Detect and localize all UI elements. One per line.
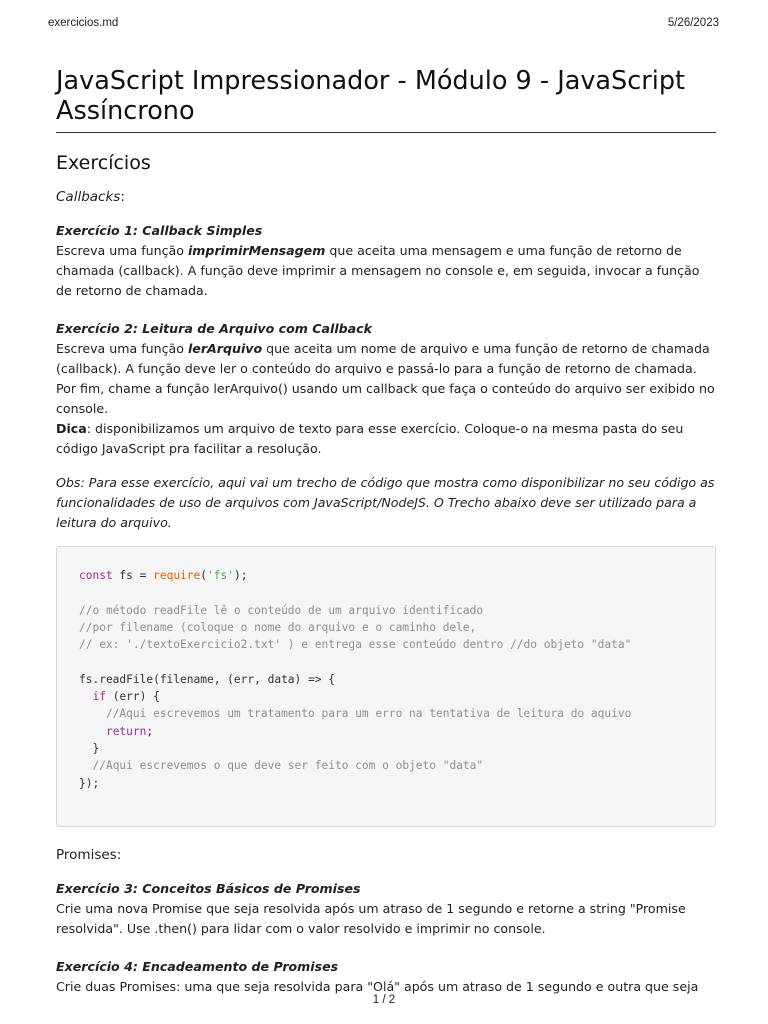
- header-filename: exercicios.md: [48, 17, 119, 29]
- code-text: );: [233, 569, 248, 582]
- exercise-2-function-name: lerArquivo: [187, 341, 263, 356]
- code-keyword: if: [92, 690, 106, 704]
- document-content: [56, 66, 716, 997]
- exercise-1-function-name: imprimirMensagem: [187, 243, 326, 258]
- code-text: ;: [146, 724, 154, 738]
- callbacks-heading-text: Callbacks: [56, 189, 121, 205]
- header-date: 5/26/2023: [667, 17, 719, 29]
- code-comment: // ex: './textoExercicio2.txt' ) e entrega esse conteúdo dentro //do objeto "data": [79, 638, 632, 652]
- callbacks-heading-colon: :: [120, 189, 125, 205]
- code-text: fs =: [112, 569, 154, 582]
- exercise-4-title: Exercício 4: Encadeamento de Promises: [56, 958, 339, 974]
- code-block: [56, 546, 716, 827]
- code-text: (: [200, 569, 208, 582]
- exercise-1-text-post: que aceita uma mensagem e uma função de retorno de chamada (callback). A função deve imprimir a mensagem no console e, em seguida, invocar a função de retorno de chamada.: [56, 243, 700, 298]
- code-text: (err) {: [105, 690, 160, 704]
- exercise-2-text-post: que aceita um nome de arquivo e uma função de retorno de chamada (callback). A função deve ler o conteúdo do arquivo e passá-lo para a função de retorno de chamada. Por fim, chame a função lerArquivo() usando um callback que faça o conteúdo do arquivo ser exibido no console.: [56, 341, 715, 416]
- code-text: fs.readFile(filename, (err, data) => {: [79, 672, 335, 686]
- exercise-3-title: Exercício 3: Conceitos Básicos de Promises: [56, 880, 361, 896]
- code-function: require: [153, 569, 201, 582]
- exercise-2-tip-text: : disponibilizamos um arquivo de texto para esse exercício. Coloque-o na mesma pasta do seu código JavaScript pra facilitar a resolução.: [56, 421, 684, 456]
- code-string: 'fs': [207, 569, 234, 582]
- code-comment: //Aqui escrevemos um tratamento para um erro na tentativa de leitura do aquivo: [105, 707, 632, 721]
- code-comment: //Aqui escrevemos o que deve ser feito com o objeto "data": [92, 759, 484, 773]
- exercise-3-text: Crie uma nova Promise que seja resolvida após um atraso de 1 segundo e retorne a string "Promise resolvida". Use .then() para lidar com o valor resolvido e imprimir no console.: [56, 900, 686, 936]
- promises-heading: Promises:: [56, 846, 122, 863]
- exercise-2-tip-label: Dica: [56, 421, 87, 436]
- exercise-4-text: Crie duas Promises: uma que seja resolvida para "Olá" após um atraso de 1 segundo e outra que seja: [56, 978, 699, 994]
- exercise-2-title: Exercício 2: Leitura de Arquivo com Callback: [56, 321, 373, 336]
- code-keyword: return: [105, 724, 147, 738]
- exercise-4: [56, 957, 716, 997]
- code-comment: //o método readFile lê o conteúdo de um arquivo identificado: [79, 603, 484, 617]
- exercise-1-title: Exercício 1: Callback Simples: [56, 223, 263, 238]
- page-number: 1 / 2: [372, 994, 396, 1006]
- exercise-2-text-pre: Escreva uma função: [56, 341, 188, 356]
- exercise-1-text-pre: Escreva uma função: [56, 243, 188, 258]
- callbacks-heading: [56, 187, 716, 207]
- code-text: });: [79, 776, 100, 790]
- code-comment: //por filename (coloque o nome do arquivo e o caminho dele,: [79, 620, 477, 634]
- code-text: }: [92, 741, 100, 755]
- section-title: Exercícios: [56, 152, 151, 174]
- exercise-2: [56, 319, 716, 459]
- code-keyword: const: [79, 569, 113, 582]
- obs-note: Obs: Para esse exercício, aqui vai um trecho de código que mostra como disponibilizar no seu código as funcionalidades de uso de arquivos com JavaScript/NodeJS. O Trecho abaixo deve ser utilizado para a leitura do arquivo.: [56, 475, 715, 530]
- page-title: JavaScript Impressionador - Módulo 9 - JavaScript Assíncrono: [56, 66, 716, 133]
- exercise-3: [56, 879, 716, 939]
- exercise-1: [56, 221, 716, 301]
